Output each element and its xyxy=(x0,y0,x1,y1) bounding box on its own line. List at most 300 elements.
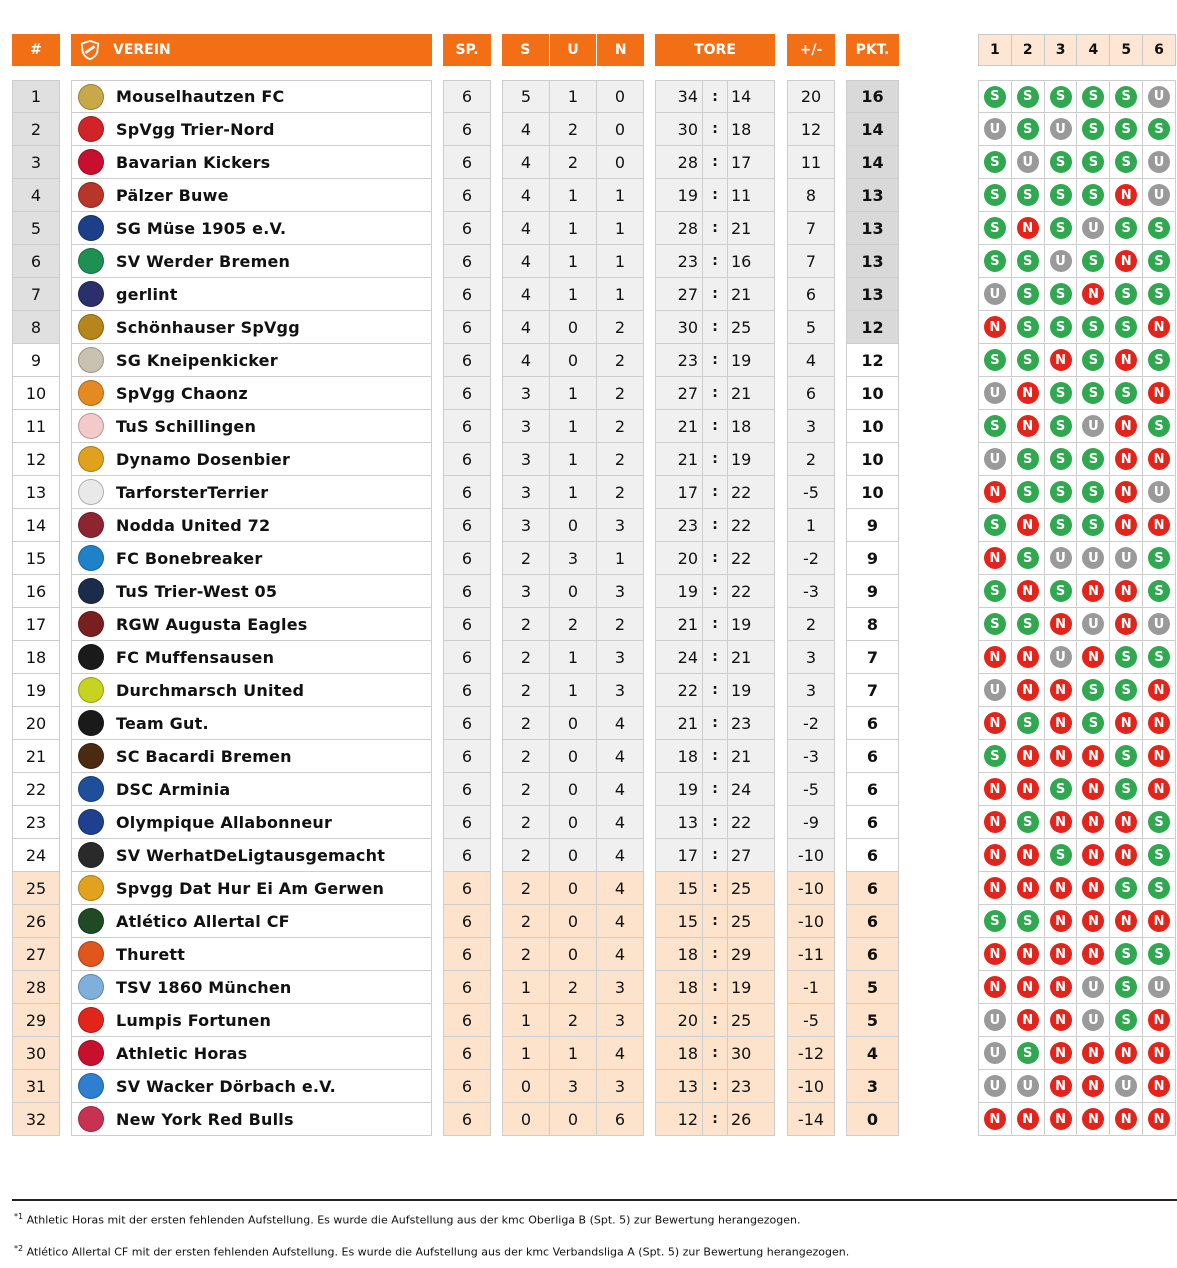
wins-cell: 2 xyxy=(502,707,550,740)
team-name: SpVgg Chaonz xyxy=(116,383,248,403)
loss-badge: N xyxy=(984,646,1006,668)
draws-cell: 1 xyxy=(549,1037,597,1070)
played-cell: 6 xyxy=(443,773,491,806)
table-row xyxy=(0,80,1177,113)
result-cell xyxy=(1076,377,1109,409)
team-cell[interactable] xyxy=(71,1037,432,1070)
wins-cell: 4 xyxy=(502,146,550,179)
rank-cell: 29 xyxy=(12,1004,60,1037)
results-strip xyxy=(978,872,1176,905)
goal-diff-cell: 5 xyxy=(787,311,835,344)
team-cell[interactable] xyxy=(71,542,432,575)
goal-diff-cell: -14 xyxy=(787,1103,835,1136)
result-cell xyxy=(979,608,1011,640)
result-cell xyxy=(1109,476,1142,508)
win-badge: S xyxy=(1017,283,1039,305)
wins-cell: 1 xyxy=(502,971,550,1004)
rank-cell: 32 xyxy=(12,1103,60,1136)
results-strip xyxy=(978,311,1176,344)
losses-cell: 1 xyxy=(596,245,644,278)
played-cell: 6 xyxy=(443,344,491,377)
header-round: 6 xyxy=(1142,35,1175,65)
result-cell xyxy=(1076,410,1109,442)
win-badge: S xyxy=(1148,250,1170,272)
draws-cell: 2 xyxy=(549,608,597,641)
rank-cell: 2 xyxy=(12,113,60,146)
win-badge: S xyxy=(1017,86,1039,108)
win-badge: S xyxy=(1115,1009,1137,1031)
goals-for-cell: 20 xyxy=(655,1004,703,1037)
team-name: TuS Schillingen xyxy=(116,416,257,436)
win-badge: S xyxy=(1017,250,1039,272)
goals-against-cell: 19 xyxy=(727,344,775,377)
result-cell xyxy=(1011,509,1044,541)
team-logo-icon xyxy=(78,1073,104,1099)
goals-for-cell: 27 xyxy=(655,377,703,410)
draws-cell: 1 xyxy=(549,377,597,410)
loss-badge: N xyxy=(1148,514,1170,536)
result-cell xyxy=(979,773,1011,805)
result-cell xyxy=(1011,773,1044,805)
team-cell[interactable] xyxy=(71,278,432,311)
team-logo-icon xyxy=(78,314,104,340)
loss-badge: N xyxy=(984,811,1006,833)
win-badge: S xyxy=(1017,316,1039,338)
loss-badge: N xyxy=(1115,349,1137,371)
loss-badge: N xyxy=(1148,1075,1170,1097)
result-cell xyxy=(1076,905,1109,937)
losses-cell: 2 xyxy=(596,344,644,377)
result-cell xyxy=(1109,641,1142,673)
loss-badge: N xyxy=(1082,877,1104,899)
result-cell xyxy=(1044,443,1077,475)
loss-badge: N xyxy=(984,976,1006,998)
loss-badge: N xyxy=(1017,877,1039,899)
goals-separator: : xyxy=(702,212,728,245)
result-cell xyxy=(1044,839,1077,871)
loss-badge: N xyxy=(1115,844,1137,866)
played-cell: 6 xyxy=(443,443,491,476)
goals-separator: : xyxy=(702,443,728,476)
win-badge: S xyxy=(1115,118,1137,140)
loss-badge: N xyxy=(984,547,1006,569)
team-cell[interactable] xyxy=(71,806,432,839)
team-cell[interactable] xyxy=(71,905,432,938)
result-cell xyxy=(1011,641,1044,673)
win-badge: S xyxy=(984,580,1006,602)
result-cell xyxy=(1011,971,1044,1003)
team-logo-icon xyxy=(78,611,104,637)
goal-diff-cell: 6 xyxy=(787,377,835,410)
team-name: SV WerhatDeLigtausgemacht xyxy=(116,845,386,865)
team-cell[interactable] xyxy=(71,245,432,278)
team-cell[interactable] xyxy=(71,113,432,146)
wins-cell: 2 xyxy=(502,542,550,575)
points-cell: 6 xyxy=(846,872,899,905)
result-cell xyxy=(1109,245,1142,277)
losses-cell: 0 xyxy=(596,146,644,179)
goal-diff-cell: 4 xyxy=(787,344,835,377)
results-strip xyxy=(978,443,1176,476)
loss-badge: N xyxy=(1148,448,1170,470)
goals-against-cell: 11 xyxy=(727,179,775,212)
losses-cell: 3 xyxy=(596,674,644,707)
points-cell: 6 xyxy=(846,938,899,971)
loss-badge: N xyxy=(984,844,1006,866)
team-cell[interactable] xyxy=(71,476,432,509)
loss-badge: N xyxy=(1082,811,1104,833)
goals-separator: : xyxy=(702,146,728,179)
table-row xyxy=(0,278,1177,311)
draw-badge: U xyxy=(984,448,1006,470)
team-name: Atlético Allertal CF xyxy=(116,911,290,931)
losses-cell: 0 xyxy=(596,113,644,146)
result-cell xyxy=(1044,905,1077,937)
result-cell xyxy=(1142,410,1175,442)
played-cell: 6 xyxy=(443,674,491,707)
goals-against-cell: 18 xyxy=(727,113,775,146)
goal-diff-cell: 3 xyxy=(787,410,835,443)
win-badge: S xyxy=(1017,349,1039,371)
goal-diff-cell: 2 xyxy=(787,443,835,476)
result-cell xyxy=(1044,542,1077,574)
loss-badge: N xyxy=(1017,514,1039,536)
draw-badge: U xyxy=(984,382,1006,404)
standings-table xyxy=(0,80,1177,1136)
result-cell xyxy=(1044,971,1077,1003)
draw-badge: U xyxy=(984,283,1006,305)
result-cell xyxy=(1142,212,1175,244)
team-cell[interactable] xyxy=(71,1070,432,1103)
result-cell xyxy=(979,344,1011,376)
played-cell: 6 xyxy=(443,806,491,839)
losses-cell: 2 xyxy=(596,608,644,641)
results-strip xyxy=(978,806,1176,839)
loss-badge: N xyxy=(1050,1042,1072,1064)
losses-cell: 3 xyxy=(596,509,644,542)
win-badge: S xyxy=(984,217,1006,239)
goals-for-cell: 23 xyxy=(655,344,703,377)
points-cell: 12 xyxy=(846,344,899,377)
draws-cell: 0 xyxy=(549,839,597,872)
wins-cell: 4 xyxy=(502,311,550,344)
played-cell: 6 xyxy=(443,212,491,245)
result-cell xyxy=(1109,773,1142,805)
team-logo-icon xyxy=(78,347,104,373)
wins-cell: 2 xyxy=(502,608,550,641)
rank-cell: 3 xyxy=(12,146,60,179)
table-row xyxy=(0,311,1177,344)
team-logo-icon xyxy=(78,446,104,472)
draw-badge: U xyxy=(984,118,1006,140)
losses-cell: 2 xyxy=(596,311,644,344)
table-row xyxy=(0,113,1177,146)
draw-badge: U xyxy=(1082,613,1104,635)
result-cell xyxy=(1142,773,1175,805)
team-name: SpVgg Trier-Nord xyxy=(116,119,275,139)
goals-for-cell: 24 xyxy=(655,641,703,674)
team-cell[interactable] xyxy=(71,773,432,806)
played-cell: 6 xyxy=(443,608,491,641)
draw-badge: U xyxy=(1050,646,1072,668)
team-cell[interactable] xyxy=(71,740,432,773)
team-name: gerlint xyxy=(116,284,178,304)
result-cell xyxy=(1109,81,1142,112)
played-cell: 6 xyxy=(443,542,491,575)
result-cell xyxy=(1109,311,1142,343)
goals-separator: : xyxy=(702,608,728,641)
win-badge: S xyxy=(1148,283,1170,305)
team-cell[interactable] xyxy=(71,707,432,740)
points-cell: 6 xyxy=(846,806,899,839)
win-badge: S xyxy=(1017,448,1039,470)
table-row xyxy=(0,674,1177,707)
loss-badge: N xyxy=(1050,745,1072,767)
team-name: Lumpis Fortunen xyxy=(116,1010,272,1030)
team-name: Bavarian Kickers xyxy=(116,152,271,172)
goals-separator: : xyxy=(702,938,728,971)
win-badge: S xyxy=(1050,382,1072,404)
team-cell[interactable] xyxy=(71,872,432,905)
team-cell[interactable] xyxy=(71,839,432,872)
table-row xyxy=(0,1004,1177,1037)
draw-badge: U xyxy=(1148,481,1170,503)
team-cell[interactable] xyxy=(71,179,432,212)
goals-for-cell: 19 xyxy=(655,575,703,608)
result-cell xyxy=(1044,674,1077,706)
team-cell[interactable] xyxy=(71,443,432,476)
goals-separator: : xyxy=(702,80,728,113)
result-cell xyxy=(1011,146,1044,178)
results-strip xyxy=(978,1103,1176,1136)
loss-badge: N xyxy=(1082,910,1104,932)
team-cell[interactable] xyxy=(71,509,432,542)
result-cell xyxy=(1044,245,1077,277)
table-row xyxy=(0,443,1177,476)
team-cell[interactable] xyxy=(71,575,432,608)
results-strip xyxy=(978,575,1176,608)
losses-cell: 4 xyxy=(596,839,644,872)
table-row xyxy=(0,344,1177,377)
loss-badge: N xyxy=(1017,580,1039,602)
result-cell xyxy=(979,212,1011,244)
result-cell xyxy=(979,872,1011,904)
played-cell: 6 xyxy=(443,113,491,146)
team-cell[interactable] xyxy=(71,146,432,179)
goals-separator: : xyxy=(702,1037,728,1070)
wins-cell: 2 xyxy=(502,674,550,707)
goals-separator: : xyxy=(702,905,728,938)
result-cell xyxy=(1142,1103,1175,1135)
win-badge: S xyxy=(1050,580,1072,602)
goal-diff-cell: 2 xyxy=(787,608,835,641)
rank-cell: 30 xyxy=(12,1037,60,1070)
win-badge: S xyxy=(1082,448,1104,470)
losses-cell: 4 xyxy=(596,1037,644,1070)
draws-cell: 0 xyxy=(549,509,597,542)
team-logo-icon xyxy=(78,809,104,835)
loss-badge: N xyxy=(1115,910,1137,932)
losses-cell: 4 xyxy=(596,938,644,971)
result-cell xyxy=(1044,1103,1077,1135)
loss-badge: N xyxy=(1115,514,1137,536)
result-cell xyxy=(1142,674,1175,706)
results-strip xyxy=(978,674,1176,707)
loss-badge: N xyxy=(1050,877,1072,899)
results-strip xyxy=(978,773,1176,806)
result-cell xyxy=(1142,1004,1175,1036)
played-cell: 6 xyxy=(443,740,491,773)
result-cell xyxy=(1076,542,1109,574)
result-cell xyxy=(1044,608,1077,640)
goals-separator: : xyxy=(702,839,728,872)
team-cell[interactable] xyxy=(71,344,432,377)
result-cell xyxy=(1109,1103,1142,1135)
team-name: Mouselhautzen FC xyxy=(116,87,285,106)
loss-badge: N xyxy=(1115,580,1137,602)
result-cell xyxy=(979,278,1011,310)
team-cell[interactable] xyxy=(71,608,432,641)
win-badge: S xyxy=(1050,778,1072,800)
wins-cell: 3 xyxy=(502,410,550,443)
team-cell[interactable] xyxy=(71,311,432,344)
points-cell: 9 xyxy=(846,575,899,608)
team-logo-icon xyxy=(78,776,104,802)
goals-separator: : xyxy=(702,1070,728,1103)
win-badge: S xyxy=(1115,679,1137,701)
result-cell xyxy=(1109,410,1142,442)
goal-diff-cell: 20 xyxy=(787,80,835,113)
draws-cell: 0 xyxy=(549,905,597,938)
win-badge: S xyxy=(1050,283,1072,305)
goal-diff-cell: 11 xyxy=(787,146,835,179)
goals-for-cell: 18 xyxy=(655,1037,703,1070)
loss-badge: N xyxy=(1017,382,1039,404)
team-cell[interactable] xyxy=(71,971,432,1004)
rank-cell: 25 xyxy=(12,872,60,905)
win-badge: S xyxy=(1050,217,1072,239)
loss-badge: N xyxy=(1017,646,1039,668)
table-row xyxy=(0,608,1177,641)
goals-for-cell: 23 xyxy=(655,245,703,278)
team-name: SV Werder Bremen xyxy=(116,251,291,271)
goals-against-cell: 27 xyxy=(727,839,775,872)
team-cell[interactable] xyxy=(71,674,432,707)
wins-cell: 4 xyxy=(502,245,550,278)
team-logo-icon xyxy=(78,875,104,901)
team-cell[interactable] xyxy=(71,212,432,245)
results-strip xyxy=(978,740,1176,773)
result-cell xyxy=(1109,707,1142,739)
played-cell: 6 xyxy=(443,509,491,542)
played-cell: 6 xyxy=(443,245,491,278)
points-cell: 3 xyxy=(846,1070,899,1103)
result-cell xyxy=(1109,674,1142,706)
result-cell xyxy=(1044,740,1077,772)
wins-cell: 3 xyxy=(502,377,550,410)
points-cell: 13 xyxy=(846,278,899,311)
goals-for-cell: 20 xyxy=(655,542,703,575)
loss-badge: N xyxy=(1115,1042,1137,1064)
goals-for-cell: 17 xyxy=(655,476,703,509)
results-strip xyxy=(978,344,1176,377)
draw-badge: U xyxy=(1050,547,1072,569)
rank-cell: 5 xyxy=(12,212,60,245)
draws-cell: 1 xyxy=(549,410,597,443)
team-cell[interactable] xyxy=(71,1103,432,1136)
goals-against-cell: 23 xyxy=(727,707,775,740)
result-cell xyxy=(979,443,1011,475)
losses-cell: 2 xyxy=(596,443,644,476)
loss-badge: N xyxy=(1082,646,1104,668)
result-cell xyxy=(1142,476,1175,508)
win-badge: S xyxy=(1148,811,1170,833)
win-badge: S xyxy=(1115,646,1137,668)
draws-cell: 0 xyxy=(549,806,597,839)
table-row xyxy=(0,971,1177,1004)
header-round: 1 xyxy=(990,42,1000,58)
result-cell xyxy=(1044,476,1077,508)
footnote-mark: *2 xyxy=(14,1244,24,1253)
team-cell[interactable] xyxy=(71,377,432,410)
team-cell[interactable] xyxy=(71,938,432,971)
goals-for-cell: 30 xyxy=(655,113,703,146)
team-cell[interactable] xyxy=(71,641,432,674)
rank-cell: 13 xyxy=(12,476,60,509)
footnote-1 xyxy=(14,1212,800,1227)
win-badge: S xyxy=(1115,943,1137,965)
team-logo-icon xyxy=(78,84,104,110)
result-cell xyxy=(979,476,1011,508)
goals-separator: : xyxy=(702,773,728,806)
team-cell[interactable] xyxy=(71,1004,432,1037)
result-cell xyxy=(1076,839,1109,871)
goals-against-cell: 19 xyxy=(727,674,775,707)
goals-against-cell: 21 xyxy=(727,740,775,773)
goals-for-cell: 21 xyxy=(655,707,703,740)
result-cell xyxy=(1142,740,1175,772)
goals-separator: : xyxy=(702,377,728,410)
win-badge: S xyxy=(1017,712,1039,734)
win-badge: S xyxy=(1082,151,1104,173)
loss-badge: N xyxy=(1115,448,1137,470)
win-badge: S xyxy=(1115,86,1137,108)
goals-for-cell: 23 xyxy=(655,509,703,542)
goal-diff-cell: -5 xyxy=(787,476,835,509)
table-row xyxy=(0,641,1177,674)
team-name: SV Wacker Dörbach e.V. xyxy=(116,1076,336,1096)
team-cell[interactable] xyxy=(71,80,432,113)
result-cell xyxy=(1142,608,1175,640)
points-cell: 7 xyxy=(846,641,899,674)
win-badge: S xyxy=(1148,580,1170,602)
points-cell: 12 xyxy=(846,311,899,344)
team-cell[interactable] xyxy=(71,410,432,443)
result-cell xyxy=(1076,1004,1109,1036)
wins-cell: 2 xyxy=(502,773,550,806)
draws-cell: 1 xyxy=(549,245,597,278)
loss-badge: N xyxy=(1017,679,1039,701)
goals-separator: : xyxy=(702,575,728,608)
rank-cell: 7 xyxy=(12,278,60,311)
team-logo-icon xyxy=(78,380,104,406)
result-cell xyxy=(1076,443,1109,475)
rank-cell: 31 xyxy=(12,1070,60,1103)
win-badge: S xyxy=(1050,514,1072,536)
results-strip xyxy=(978,113,1176,146)
result-cell xyxy=(979,674,1011,706)
loss-badge: N xyxy=(1082,1042,1104,1064)
